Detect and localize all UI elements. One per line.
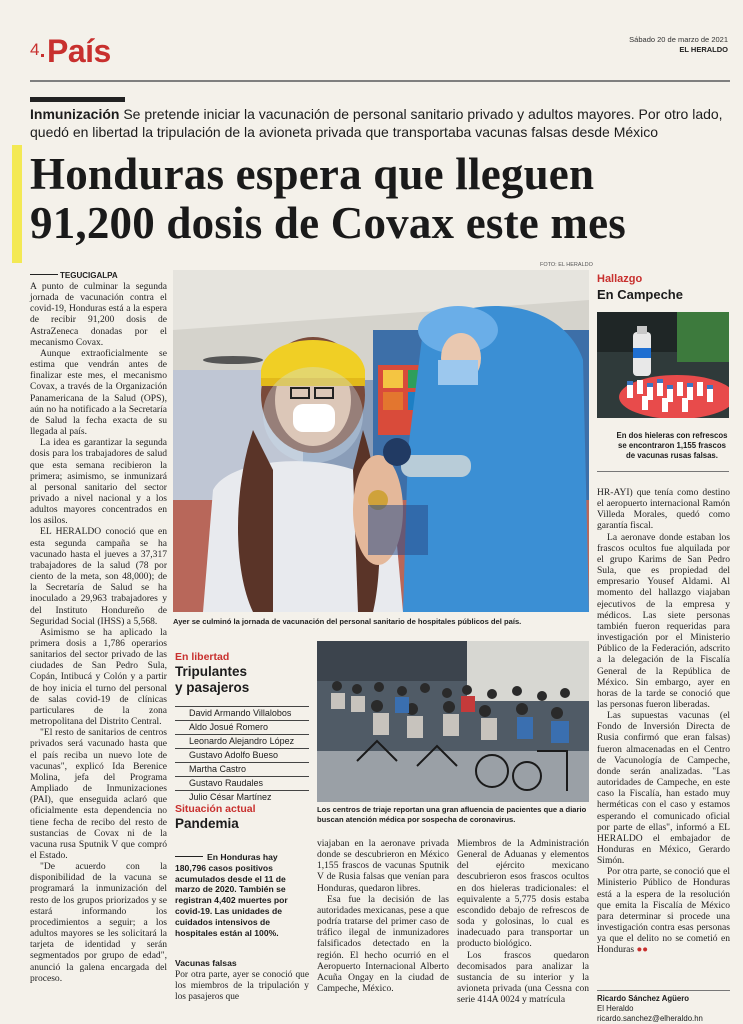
dateline: TEGUCIGALPA (60, 271, 118, 280)
newspaper-name: EL HERALDO (679, 45, 728, 54)
col3-paragraph: Miembros de la Administración General de Aduanas y elementos del ejército mexicano descubrieron esos frascos ocultos en dos hieleras tradicionales: el equivalente a 5,775 dosis estaba escondido debajo de refrescos de soda y golosinas, lo cual es inadecuado para transportar un producto biológico. (457, 838, 589, 950)
col1-paragraph: Aunque extraoficialmente se estima que vendrán antes de finalizar este mes, el mecanismo Covax, a través de la Organización Panamericana de la Salud (OPS), aún no ha notificado a la Secretaría de Salud la fecha exacta de su llegada al país. (30, 347, 167, 438)
photo2-caption: Los centros de triaje reportan una gran afluencia de pacientes que a diario buscan atención médica por sospecha de coronavirus. (317, 805, 587, 824)
hallazgo-paragraph: Por otra parte, se conoció que el Ministerio Público de Honduras está a la espera de la resolución que emita la Fiscalía de México para determinar si procede una investigación contra esas personas ya que el delito no se cometió en Honduras ●● (597, 866, 730, 956)
column-1 (30, 270, 167, 984)
bottles-photo-image (597, 312, 729, 418)
col1-paragraph: La idea es garantizar la segunda dosis para los trabajadores de salud que esta semana recibieron la primera; asimismo, se inmunizará al personal sanitario del sector privado a nivel nacional y a los adultos mayores concentrados en los asilos. (30, 437, 167, 527)
headline-highlight (12, 145, 22, 263)
crew-member: Aldo Josué Romero (175, 720, 309, 733)
hallazgo-title: En Campeche (597, 287, 683, 302)
col1-paragraph: "De acuerdo con la disponibilidad de la vacuna se programará la inmunización del resto de los grupos priorizados y se estará informando los procedimientos a seguir; a los adultos mayores se les solicitará la tarjeta de identidad y serán segmentados por grupo de edad", anunció la galena encargada del proceso. (30, 861, 167, 984)
col1-paragraph: "El resto de sanitarios de centros privados será vacunado hasta que el país reciba un nuevo lote de vacunas", explicó Ida Berenice Molina, jefa del Programa Ampliado de Inmunizaciones (PAI), que enseguida aclaró que oficialmente esta dependencia no tiene fecha de recibo del resto de sustancias de Covax ni de la vacuna rusa Sputnik V que compró el Estado. (30, 727, 167, 861)
photo-credit: FOTO: EL HERALDO (540, 262, 593, 268)
situacion-title: Pandemia (175, 816, 239, 831)
article-deck (30, 105, 730, 141)
vacunas-falsas-text (175, 970, 309, 1003)
vacunas-falsas-title: Vacunas falsas (175, 958, 237, 968)
kicker-bar (30, 97, 125, 102)
page-number: 4 (30, 40, 40, 59)
col1-paragraph: EL HERALDO conoció que en esta segunda campaña se ha vacunado hasta el jueves a 37,317 trabajadores de la salud (78 por ciento de la meta, son 48,000); de la Secretaría de Salud se ha inoculado a 29,963 trabajadores y del Instituto Hondureño de Seguridad Social (IHSS) a 5,568. (30, 526, 167, 627)
photo1-caption: Ayer se culminó la jornada de vacunación del personal sanitario de hospitales públicos del país. (173, 617, 522, 626)
crew-member: Leonardo Alejandro López (175, 734, 309, 747)
col2-paragraph: Esa fue la decisión de las autoridades mexicanas, pese a que podría tratarse del primer caso de tráfico ilegal de inmunizadores falsificados detectado en la región. El hecho ocurrió en el Aeropuerto Internacional Alberto Acuña Ongay en la ciudad de Campeche, México. (317, 893, 449, 995)
triage-photo (317, 641, 589, 802)
libertad-title (175, 664, 249, 696)
hallazgo-paragraph: La aeronave donde estaban los frascos ocultos fue alquilada por el grupo Karims de San Pedro Sula, que es propiedad del empresario Yousef Aldami. Al momento del hallazgo viajaban ejecutivos de la empresa y médicos. Las siete personas también fueron requeridas para investigación por el Ministerio Público de la Federación, adscrito a la delegación de la Fiscalía General de la República de México. Sin embargo, ayer en horas de la tarde se conoció que las personas fueron liberadas. (597, 531, 730, 710)
article-kicker: Inmunización (30, 106, 120, 122)
author-org: El Heraldo (597, 1004, 634, 1013)
crew-member: Gustavo Adolfo Bueso (175, 748, 309, 761)
headline-line-1: Honduras espera que lleguen (30, 149, 595, 199)
section-title: País (47, 33, 111, 69)
crew-member: Gustavo Raudales (175, 776, 309, 789)
author-email: ricardo.sanchez@elheraldo.hn (597, 1014, 703, 1023)
libertad-label: En libertad (175, 651, 230, 663)
col3-paragraph: Los frascos quedaron decomisados para analizar la sustancia de su interior y la avioneta privada (una Cessna con serie 414A 0024 y matrícula (457, 949, 589, 1006)
headline (30, 150, 740, 248)
hallazgo-text (597, 487, 730, 956)
hallazgo-paragraph: HR-AYI) que tenía como destino el aeropuerto internacional Ramón Villeda Morales, quedó como garantía fiscal. (597, 487, 730, 532)
col2-paragraph: viajaban en la aeronave privada donde se descubrieron en México 1,155 frascos de vacunas Sputnik V de Rusia falsas que venían para Honduras, quedaron libres. (317, 838, 449, 894)
article-deck-text: Se pretende iniciar la vacunación de personal sanitario privado y adultos mayores. Por otro lado, quedó en libertad la tripulación de la avioneta privada que transportaba vacunas falsas desde México (30, 106, 723, 140)
col1-paragraph: Asimismo se ha aplicado la primera dosis a 1,786 operarios sanitarios del sector privado de las ciudades de San Pedro Sula, Copán, Intibucá y Colón y a partir de hoy inicia el turno del personal de salas covid-19 de clínicas particulares de la zona metropolitana del Distrito Central. (30, 626, 167, 728)
crew-member: Julio César Martínez (175, 790, 309, 803)
crew-member: David Armando Villalobos (175, 706, 309, 719)
triage-photo-image (317, 641, 589, 802)
author-rule (597, 990, 730, 991)
vaccination-photo (173, 270, 589, 612)
end-mark: ●● (634, 944, 649, 956)
libertad-title-line-2: y pasajeros (175, 680, 250, 695)
vaccination-photo-image (173, 270, 589, 612)
crew-list (175, 706, 309, 804)
section-dot (41, 54, 44, 57)
hallazgo-paragraph: Las supuestas vacunas (el Fondo de Inversión Directa de Rusia confirmó que eran falsas) fueron almacenadas en el Centro de Vacunología de Campeche, donde serán analizadas. "Las autoridades de Campeche, en este caso la Fiscalía, han estado muy herméticas con el caso y estamos esperando el comunicado oficial por parte de ellas", informó a EL HERALDO el embajador de Honduras en México, Gerardo Simón. (597, 710, 730, 867)
column-2 (317, 838, 449, 994)
headline-line-2: 91,200 dosis de Covax este mes (30, 198, 626, 248)
situacion-label: Situación actual (175, 803, 256, 815)
pandemic-stat: En Honduras hay 180,796 casos positivos acumulados desde el 11 de marzo de 2020. También se registran 4,402 muertes por covid-19. Las unidades de cuidados intensivos de hospitales están al 100%. (175, 852, 288, 938)
author-name: Ricardo Sánchez Agüero (597, 994, 689, 1003)
hallazgo-caption: En dos hieleras con refrescos se encontraron 1,155 frascos de vacunas rusas falsas. (616, 431, 728, 460)
header-rule (30, 80, 730, 82)
hallazgo-caption-rule (597, 471, 729, 472)
column-3 (457, 838, 589, 1005)
col1-paragraph: A punto de culminar la segunda jornada de vacunación contra el covid-19, Honduras está a la espera de recibir 91,200 dosis de AstraZeneca donadas por el mecanismo Covax. (30, 281, 167, 348)
author-block (597, 994, 732, 1024)
libertad-title-line-1: Tripulantes (175, 664, 248, 679)
bottles-photo (597, 312, 729, 418)
hallazgo-label: Hallazgo (597, 273, 643, 285)
page-date: Sábado 20 de marzo de 2021 (629, 35, 728, 44)
crew-member: Martha Castro (175, 762, 309, 775)
vacunas-falsas-paragraph: Por otra parte, ayer se conoció que los miembros de la tripulación y los pasajeros que (175, 970, 309, 1002)
